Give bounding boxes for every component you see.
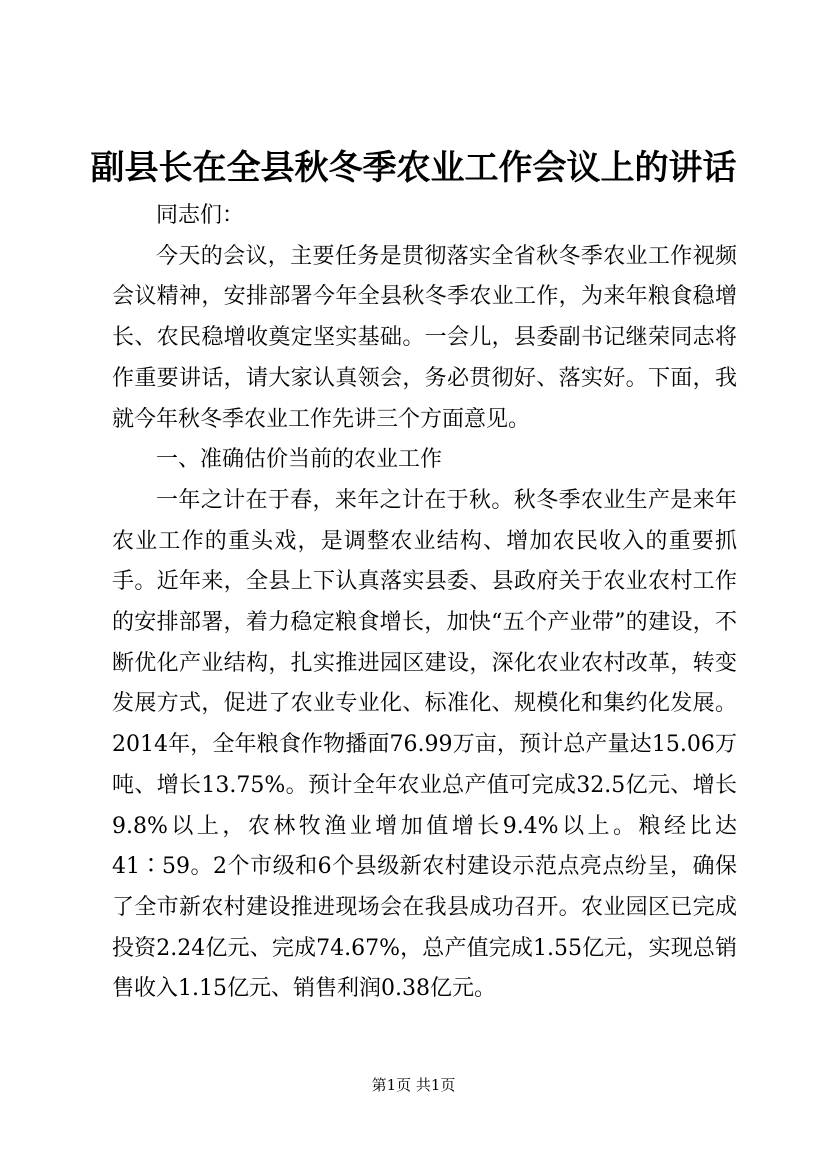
salutation: 同志们： (156, 203, 245, 228)
section-heading: 一、准确估价当前的农业工作 (156, 447, 443, 473)
document-body (112, 196, 737, 1010)
paragraph-body: 一年之计在于春，来年之计在于秋。秋冬季农业生产是来年农业工作的重头戏，是调整农业结构、增加农民收入的重要抓手。近年来，全县上下认真落实县委、县政府关于农业农村工作的安排部署，着力稳定粮食增长，加快“五个产业带”的建设，不断优化产业结构，扎实推进园区建设，深化农业农村改革，转变发展方式，促进了农业专业化、标准化、规模化和集约化发展。2014年，全年粮食作物播面76.99万亩，预计总产量达15.06万吨、增长13.75%。预计全年农业总产值可完成32.5亿元、增长9.8%以上，农林牧渔业增加值增长9.4%以上。粮经比达41∶59。2个市级和6个县级新农村建设示范点亮点纷呈，确保了全市新农村建设推进现场会在我县成功召开。农业园区已完成投资2.24亿元、完成74.67%，总产值完成1.55亿元，实现总销售收入1.15亿元、销售利润0.38亿元。 (112, 487, 737, 1002)
document-title: 副县长在全县秋冬季农业工作会议上的讲话 (90, 148, 737, 188)
paragraph-intro: 今天的会议，主要任务是贯彻落实全省秋冬季农业工作视频会议精神，安排部署今年全县秋冬季农业工作，为来年粮食稳增长、农民稳增收奠定坚实基础。一会儿，县委副书记继荣同志将作重要讲话，请大家认真领会，务必贯彻好、落实好。下面，我就今年秋冬季农业工作先讲三个方面意见。 (112, 243, 737, 432)
page-footer: 第1页 共1页 (371, 1076, 456, 1094)
